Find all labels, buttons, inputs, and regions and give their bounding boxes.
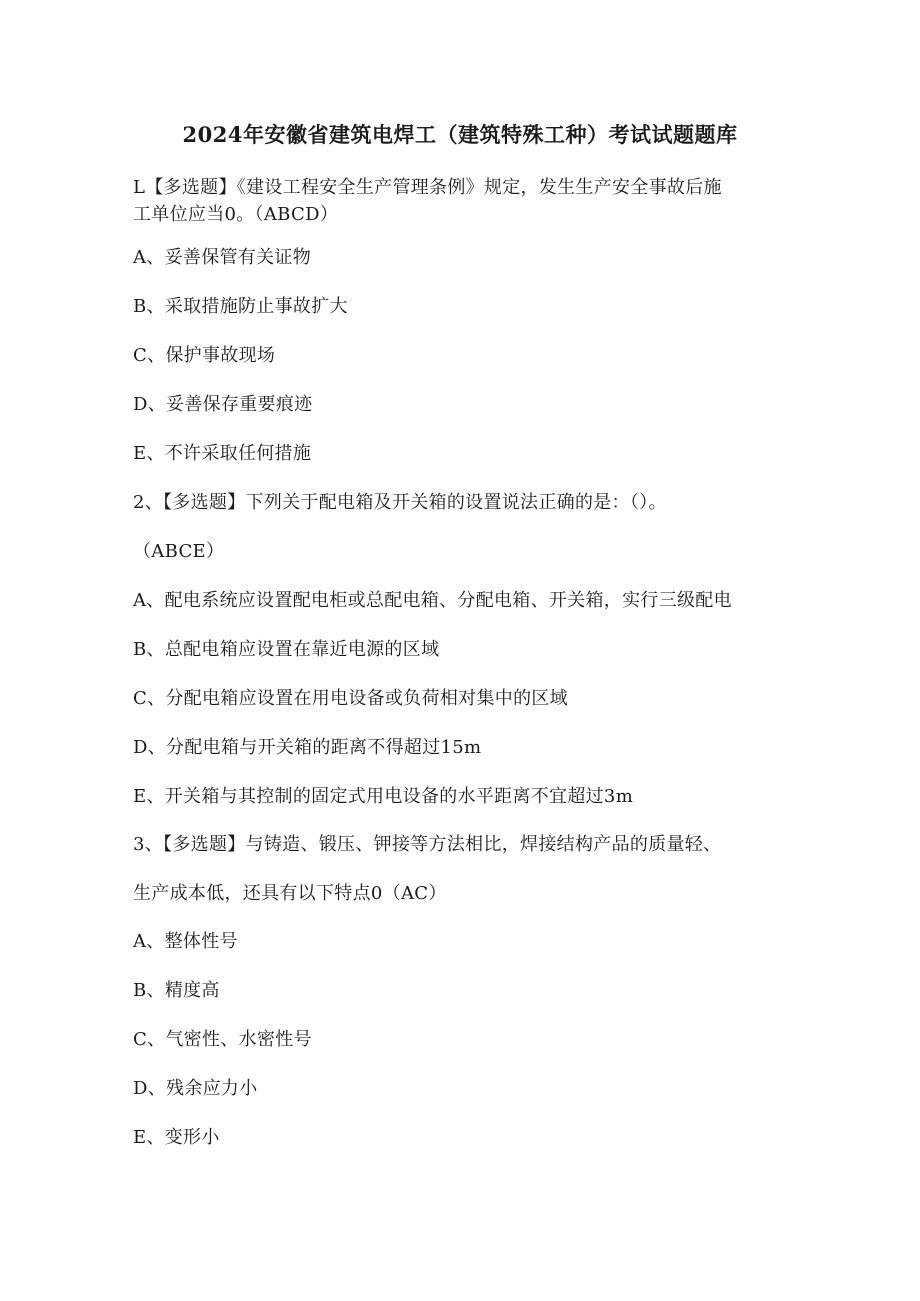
question-1-option-d: D、妥善保存重要痕迹 [133,394,313,415]
question-2-option-d: D、分配电箱与开关箱的距离不得超过15m [133,737,482,758]
question-1-option-e: E、不许采取任何措施 [133,443,312,464]
question-3-option-e: E、变形小 [133,1127,220,1148]
question-3-option-a: A、整体性号 [133,931,238,952]
question-2-stem-line-2: （ABCE） [133,541,225,562]
question-1-option-c: C、保护事故现场 [133,345,276,366]
question-2-option-e: E、开关箱与其控制的固定式用电设备的水平距离不宜超过3m [133,786,634,807]
question-3-option-b: B、精度高 [133,980,220,1001]
question-2-option-c: C、分配电箱应设置在用电设备或负荷相对集中的区域 [133,688,568,709]
question-2-option-a: A、配电系统应设置配电柜或总配电箱、分配电箱、开关箱，实行三级配电 [133,590,732,611]
question-2-option-b: B、总配电箱应设置在靠近电源的区域 [133,639,440,660]
page-title: 2024年安徽省建筑电焊工（建筑特殊工种）考试试题题库 [182,122,738,147]
question-1-option-b: B、采取措施防止事故扩大 [133,296,348,317]
question-1-option-a: A、妥善保管有关证物 [133,247,311,268]
question-2-stem-line-1: 2、【多选题】下列关于配电箱及开关箱的设置说法正确的是：（）。 [133,492,667,513]
question-3-stem-line-2: 生产成本低，还具有以下特点0（AC） [133,883,447,904]
question-1-stem-line-1: L【多选题】《建设工程安全生产管理条例》规定，发生生产安全事故后施 [133,177,722,198]
question-3-stem-line-1: 3、【多选题】与铸造、锻压、钾接等方法相比，焊接结构产品的质量轻、 [133,834,722,855]
question-3-option-d: D、残余应力小 [133,1078,258,1099]
question-1-stem-line-2: 工单位应当0。（ABCD） [133,204,339,225]
question-3-option-c: C、气密性、水密性号 [133,1029,312,1050]
